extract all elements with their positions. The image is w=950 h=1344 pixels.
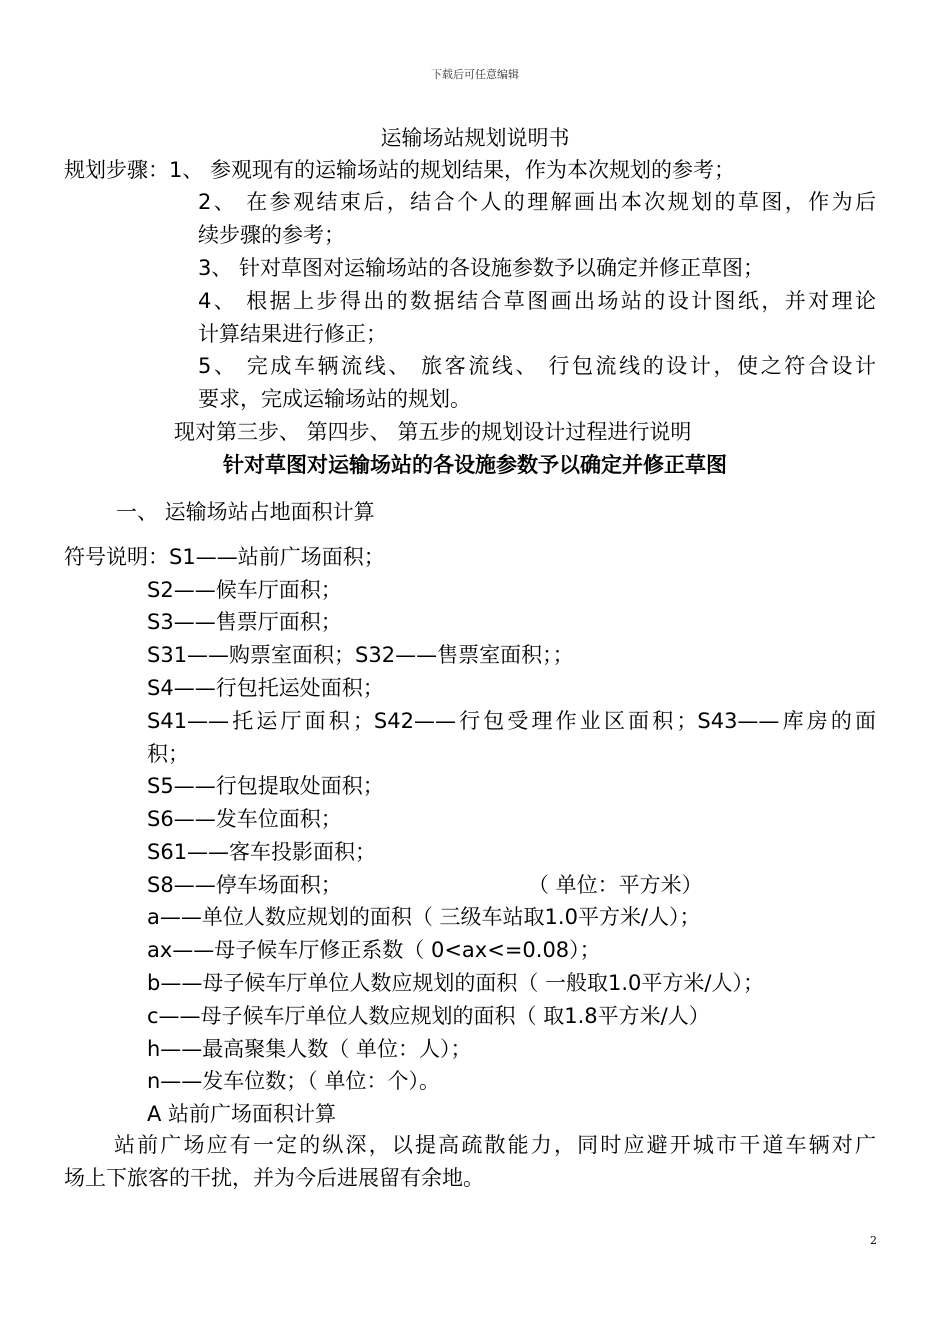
symbol-s5: S5——行包提取处面积； bbox=[147, 774, 384, 798]
page-number: 2 bbox=[870, 1234, 877, 1247]
symbol-h: h——最高聚集人数（ 单位：人）； bbox=[147, 1037, 472, 1061]
paragraph-line-1: 站前广场应有一定的纵深，以提高疏散能力，同时应避开城市干道车辆对广 bbox=[114, 1133, 876, 1157]
section-heading: 针对草图对运输场站的各设施参数予以确定并修正草图 bbox=[223, 453, 727, 477]
page-header: 下载后可任意编辑 bbox=[431, 68, 519, 81]
step-5-line-1: 5、 完成车辆流线、 旅客流线、 行包流线的设计，使之符合设计 bbox=[198, 354, 876, 378]
symbol-c: c——母子候车厅单位人数应规划的面积（ 取1.8平方米/人） bbox=[147, 1004, 710, 1028]
step-2-line-1: 2、 在参观结束后，结合个人的理解画出本次规划的草图，作为后 bbox=[198, 190, 876, 214]
symbol-b: b——母子候车厅单位人数应规划的面积（ 一般取1.0平方米/人）； bbox=[147, 971, 764, 995]
steps-note: 现对第三步、 第四步、 第五步的规划设计过程进行说明 bbox=[174, 420, 692, 444]
symbol-a: a——单位人数应规划的面积（ 三级车站取1.0平方米/人）； bbox=[147, 905, 701, 929]
symbol-s4: S4——行包托运处面积； bbox=[147, 676, 384, 700]
step-4-line-1: 4、 根据上步得出的数据结合草图画出场站的设计图纸，并对理论 bbox=[198, 289, 876, 313]
step-4-line-2: 计算结果进行修正； bbox=[198, 322, 387, 346]
symbol-s6: S6——发车位面积； bbox=[147, 807, 342, 831]
symbol-ax: ax——母子候车厅修正系数（ 0<ax<=0.08）； bbox=[147, 938, 601, 962]
symbol-n: n——发车位数；（ 单位：个）。 bbox=[147, 1069, 440, 1093]
steps-lead: 规划步骤：1、 参观现有的运输场站的规划结果，作为本次规划的参考； bbox=[64, 158, 736, 182]
symbol-unit: （ 单位：平方米） bbox=[528, 873, 703, 897]
symbol-s41-line-2: 积； bbox=[147, 742, 189, 766]
symbols-lead: 符号说明：S1——站前广场面积； bbox=[64, 545, 385, 569]
step-2-line-2: 续步骤的参考； bbox=[198, 223, 345, 247]
symbol-s8: S8——停车场面积； bbox=[147, 873, 342, 897]
document-title: 运输场站规划说明书 bbox=[380, 126, 570, 150]
symbol-s61: S61——客车投影面积； bbox=[147, 840, 377, 864]
section-1-title: 一、 运输场站占地面积计算 bbox=[116, 500, 375, 524]
symbol-s3: S3——售票厅面积； bbox=[147, 610, 342, 634]
step-5-line-2: 要求，完成运输场站的规划。 bbox=[198, 387, 471, 411]
symbol-s41-line-1: S41——托运厅面积；S42——行包受理作业区面积；S43——库房的面 bbox=[147, 709, 876, 733]
symbol-s2: S2——候车厅面积； bbox=[147, 578, 342, 602]
subsection-a-title: A 站前广场面积计算 bbox=[147, 1102, 337, 1126]
symbol-s31: S31——购票室面积；S32——售票室面积；； bbox=[147, 643, 574, 667]
paragraph-line-2: 场上下旅客的干扰，并为今后进展留有余地。 bbox=[64, 1166, 484, 1190]
step-3: 3、 针对草图对运输场站的各设施参数予以确定并修正草图； bbox=[198, 256, 765, 280]
